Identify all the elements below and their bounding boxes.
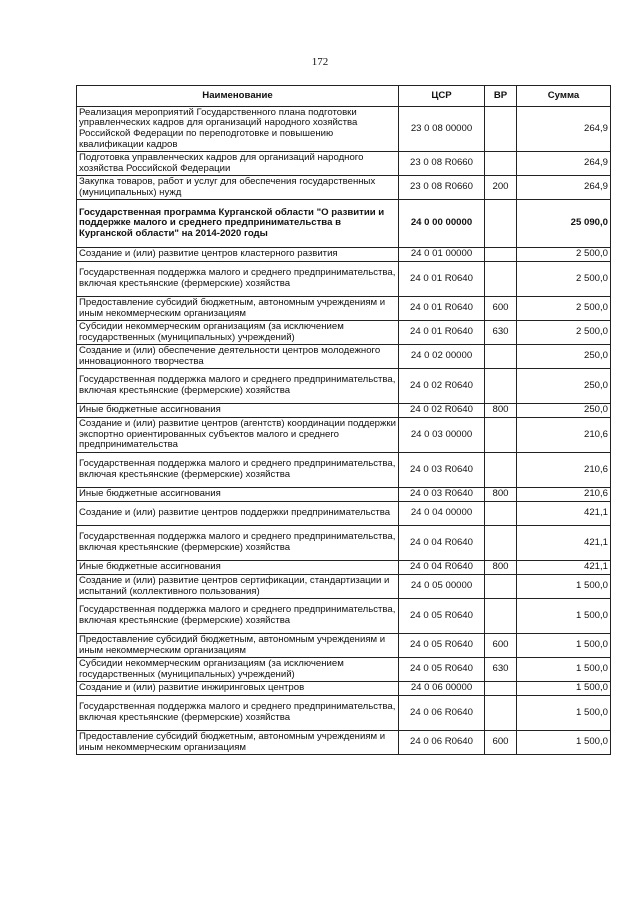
row-name-cell: Субсидии некоммерческим организациям (за исключением государственных (муниципальных) учреждений) (77, 658, 399, 682)
row-sum-cell: 250,0 (517, 345, 611, 369)
budget-table (76, 85, 611, 755)
row-vr-cell: 630 (485, 321, 517, 345)
row-sum-cell: 250,0 (517, 369, 611, 404)
table-row (77, 453, 611, 488)
table-row (77, 599, 611, 634)
row-csr-cell: 24 0 01 R0640 (399, 297, 485, 321)
row-name-cell: Реализация мероприятий Государственного плана подготовки управленческих кадров для организаций народного хозяйства Российской Федерации по переподготовке и повышению квалификации кадров (77, 107, 399, 152)
row-sum-cell: 1 500,0 (517, 658, 611, 682)
row-name-cell: Иные бюджетные ассигнования (77, 404, 399, 418)
row-name-cell: Государственная поддержка малого и среднего предпринимательства, включая крестьянские (фермерские) хозяйства (77, 526, 399, 561)
row-csr-cell: 24 0 03 R0640 (399, 488, 485, 502)
page-number: 172 (311, 56, 329, 68)
row-sum-cell: 264,9 (517, 152, 611, 176)
row-sum-cell: 210,6 (517, 453, 611, 488)
row-sum-cell: 2 500,0 (517, 262, 611, 297)
row-vr-cell (485, 369, 517, 404)
row-vr-cell (485, 599, 517, 634)
row-csr-cell: 24 0 01 00000 (399, 248, 485, 262)
row-sum-cell: 1 500,0 (517, 682, 611, 696)
row-name-cell: Государственная поддержка малого и среднего предпринимательства, включая крестьянские (фермерские) хозяйства (77, 599, 399, 634)
row-csr-cell: 24 0 00 00000 (399, 200, 485, 248)
row-name-cell: Государственная поддержка малого и среднего предпринимательства, включая крестьянские (фермерские) хозяйства (77, 696, 399, 731)
column-header-vr: ВР (485, 86, 517, 107)
table-row (77, 634, 611, 658)
row-csr-cell: 24 0 05 R0640 (399, 634, 485, 658)
table-row (77, 176, 611, 200)
table-row (77, 682, 611, 696)
row-vr-cell (485, 248, 517, 262)
row-csr-cell: 24 0 04 00000 (399, 502, 485, 526)
row-name-cell: Создание и (или) развитие инжиринговых центров (77, 682, 399, 696)
table-row (77, 107, 611, 152)
row-name-cell: Субсидии некоммерческим организациям (за исключением государственных (муниципальных) учреждений) (77, 321, 399, 345)
row-vr-cell: 600 (485, 731, 517, 755)
row-sum-cell: 25 090,0 (517, 200, 611, 248)
row-sum-cell: 1 500,0 (517, 599, 611, 634)
row-csr-cell: 24 0 05 R0640 (399, 658, 485, 682)
row-sum-cell: 2 500,0 (517, 248, 611, 262)
row-csr-cell: 24 0 03 R0640 (399, 453, 485, 488)
table-row (77, 488, 611, 502)
row-name-cell: Предоставление субсидий бюджетным, автономным учреждениям и иным некоммерческим организациям (77, 297, 399, 321)
row-vr-cell (485, 107, 517, 152)
row-csr-cell: 24 0 02 R0640 (399, 369, 485, 404)
row-sum-cell: 250,0 (517, 404, 611, 418)
row-sum-cell: 264,9 (517, 176, 611, 200)
row-name-cell: Иные бюджетные ассигнования (77, 488, 399, 502)
row-name-cell: Создание и (или) развитие центров поддержки предпринимательства (77, 502, 399, 526)
row-sum-cell: 210,6 (517, 418, 611, 453)
row-vr-cell: 800 (485, 561, 517, 575)
row-vr-cell: 600 (485, 634, 517, 658)
row-csr-cell: 24 0 04 R0640 (399, 561, 485, 575)
row-name-cell: Государственная программа Курганской области "О развитии и поддержке малого и среднего предпринимательства в Курганской области" на 2014-2020 годы (77, 200, 399, 248)
row-csr-cell: 24 0 05 00000 (399, 575, 485, 599)
row-name-cell: Подготовка управленческих кадров для организаций народного хозяйства Российской Федерации (77, 152, 399, 176)
row-csr-cell: 24 0 01 R0640 (399, 321, 485, 345)
row-vr-cell: 800 (485, 488, 517, 502)
row-vr-cell: 630 (485, 658, 517, 682)
row-vr-cell: 600 (485, 297, 517, 321)
row-sum-cell: 1 500,0 (517, 575, 611, 599)
row-csr-cell: 24 0 06 R0640 (399, 731, 485, 755)
row-vr-cell (485, 418, 517, 453)
column-header-csr: ЦСР (399, 86, 485, 107)
table-row (77, 731, 611, 755)
row-sum-cell: 2 500,0 (517, 297, 611, 321)
row-csr-cell: 23 0 08 R0660 (399, 176, 485, 200)
table-row (77, 575, 611, 599)
row-name-cell: Иные бюджетные ассигнования (77, 561, 399, 575)
table-row (77, 345, 611, 369)
row-name-cell: Создание и (или) развитие центров кластерного развития (77, 248, 399, 262)
row-name-cell: Предоставление субсидий бюджетным, автономным учреждениям и иным некоммерческим организациям (77, 634, 399, 658)
table-row (77, 404, 611, 418)
table-row (77, 418, 611, 453)
row-vr-cell (485, 345, 517, 369)
table-row (77, 658, 611, 682)
row-name-cell: Государственная поддержка малого и среднего предпринимательства, включая крестьянские (фермерские) хозяйства (77, 262, 399, 297)
table-row (77, 262, 611, 297)
table-row (77, 369, 611, 404)
table-body (77, 107, 611, 755)
row-name-cell: Закупка товаров, работ и услуг для обеспечения государственных (муниципальных) нужд (77, 176, 399, 200)
row-sum-cell: 421,1 (517, 526, 611, 561)
table-header-row (77, 86, 611, 107)
row-csr-cell: 23 0 08 00000 (399, 107, 485, 152)
table-row (77, 502, 611, 526)
column-header-sum: Сумма (517, 86, 611, 107)
row-csr-cell: 23 0 08 R0660 (399, 152, 485, 176)
row-name-cell: Государственная поддержка малого и среднего предпринимательства, включая крестьянские (фермерские) хозяйства (77, 453, 399, 488)
table-row (77, 561, 611, 575)
row-vr-cell (485, 200, 517, 248)
row-vr-cell: 800 (485, 404, 517, 418)
row-name-cell: Создание и (или) развитие центров (агентств) координации поддержки экспортно ориентированных субъектов малого и среднего предпринимательства (77, 418, 399, 453)
table-row (77, 200, 611, 248)
row-vr-cell (485, 502, 517, 526)
row-csr-cell: 24 0 03 00000 (399, 418, 485, 453)
row-vr-cell (485, 453, 517, 488)
row-vr-cell (485, 152, 517, 176)
row-name-cell: Создание и (или) развитие центров сертификации, стандартизации и испытаний (коллективного пользования) (77, 575, 399, 599)
row-vr-cell (485, 575, 517, 599)
row-sum-cell: 210,6 (517, 488, 611, 502)
row-vr-cell (485, 696, 517, 731)
row-sum-cell: 421,1 (517, 502, 611, 526)
row-vr-cell: 200 (485, 176, 517, 200)
column-header-name: Наименование (77, 86, 399, 107)
table-row (77, 321, 611, 345)
row-csr-cell: 24 0 01 R0640 (399, 262, 485, 297)
row-csr-cell: 24 0 06 00000 (399, 682, 485, 696)
row-sum-cell: 264,9 (517, 107, 611, 152)
table-row (77, 152, 611, 176)
table-row (77, 526, 611, 561)
table-row (77, 696, 611, 731)
row-sum-cell: 1 500,0 (517, 634, 611, 658)
table-row (77, 297, 611, 321)
row-name-cell: Государственная поддержка малого и среднего предпринимательства, включая крестьянские (фермерские) хозяйства (77, 369, 399, 404)
row-name-cell: Предоставление субсидий бюджетным, автономным учреждениям и иным некоммерческим организациям (77, 731, 399, 755)
row-sum-cell: 1 500,0 (517, 731, 611, 755)
row-sum-cell: 2 500,0 (517, 321, 611, 345)
row-sum-cell: 421,1 (517, 561, 611, 575)
table-row (77, 248, 611, 262)
row-csr-cell: 24 0 05 R0640 (399, 599, 485, 634)
row-csr-cell: 24 0 04 R0640 (399, 526, 485, 561)
row-csr-cell: 24 0 02 00000 (399, 345, 485, 369)
row-name-cell: Создание и (или) обеспечение деятельности центров молодежного инновационного творчества (77, 345, 399, 369)
row-vr-cell (485, 682, 517, 696)
row-vr-cell (485, 526, 517, 561)
row-sum-cell: 1 500,0 (517, 696, 611, 731)
row-vr-cell (485, 262, 517, 297)
row-csr-cell: 24 0 02 R0640 (399, 404, 485, 418)
row-csr-cell: 24 0 06 R0640 (399, 696, 485, 731)
